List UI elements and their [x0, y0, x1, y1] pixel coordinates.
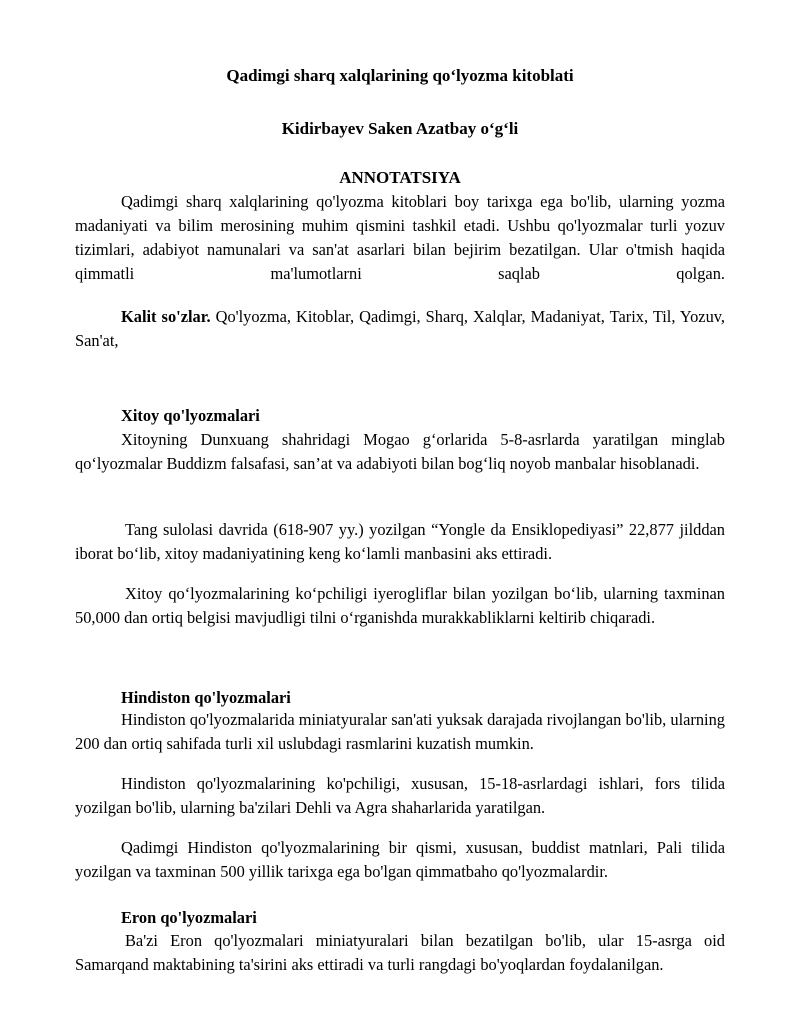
- author-name: Kidirbayev Saken Azatbay o‘g‘li: [281, 119, 519, 138]
- xitoy-paragraph-1: Xitoyning Dunxuang shahridagi Mogao g‘orlarida 5-8-asrlarda yaratilgan minglab qo‘lyozmalar Buddizm falsafasi, san’at va adabiyoti bilan bog‘liq noyob manbalar hisoblanadi.: [75, 430, 725, 473]
- section-heading-xitoy: Xitoy qo'lyozmalari: [121, 406, 260, 425]
- hindiston-paragraph-1: Hindiston qo'lyozmalarida miniatyuralar san'ati yuksak darajada rivojlangan bo'lib, ularning 200 dan ortiq sahifada turli xil uslubdagi rasmlarini kuzatish mumkin.: [75, 710, 725, 753]
- paper-title: Qadimgi sharq xalqlarining qo‘lyozma kitoblati: [226, 66, 574, 85]
- abstract-paragraph: Qadimgi sharq xalqlarining qo'lyozma kitoblari boy tarixga ega bo'lib, ularning yozma madaniyati va bilim merosining muhim qismini tashkil etadi. Ushbu qo'lyozmalar turli yozuv tizimlari, adabiyot namunalari va san'at asarlari bilan bejirim bezatilgan. Ular o'tmish haqida qimmatli ma'lumotlarni saqlab qolgan.: [75, 192, 725, 283]
- keywords-paragraph: [75, 305, 725, 353]
- hindiston-paragraph-3: Qadimgi Hindiston qo'lyozmalarining bir qismi, xususan, buddist matnlari, Pali tilida yozilgan va taxminan 500 yillik tarixga ega bo'lgan qimmatbaho qo'lyozmalardir.: [75, 838, 725, 881]
- xitoy-paragraph-2: Tang sulolasi davrida (618-907 yy.) yozilgan “Yongle da Ensiklopediyasi” 22,877 jilddan iborat bo‘lib, xitoy madaniyatining keng ko‘lamli manbasini aks ettiradi.: [75, 520, 725, 563]
- hindiston-paragraph-2: Hindiston qo'lyozmalarining ko'pchiligi, xususan, 15-18-asrlardagi ishlari, fors tilida yozilgan bo'lib, ularning ba'zilari Dehli va Agra shaharlarida yaratilgan.: [75, 774, 725, 817]
- xitoy-paragraph-3: Xitoy qo‘lyozmalarining ko‘pchiligi iyerogliflar bilan yozilgan bo‘lib, ularning taxminan 50,000 dan ortiq belgisi mavjudligi tilni o‘rganishda murakkabliklarni keltirib chiqaradi.: [75, 584, 725, 627]
- eron-paragraph-1: Ba'zi Eron qo'lyozmalari miniatyuralari bilan bezatilgan bo'lib, ular 15-asrga oid Samarqand maktabining ta'sirini aks ettiradi va turli rangdagi bo'yoqlardan foydalanilgan.: [75, 931, 725, 974]
- keywords-list: Qo'lyozma, Kitoblar, Qadimgi, Sharq, Xalqlar, Madaniyat, Tarix, Til, Yozuv, San'at,: [75, 307, 725, 350]
- section-heading-hindiston: Hindiston qo'lyozmalari: [121, 688, 291, 707]
- section-heading-eron: Eron qo'lyozmalari: [121, 908, 257, 927]
- abstract-heading: ANNOTATSIYA: [339, 168, 461, 187]
- keywords-label: Kalit so'zlar.: [121, 307, 211, 326]
